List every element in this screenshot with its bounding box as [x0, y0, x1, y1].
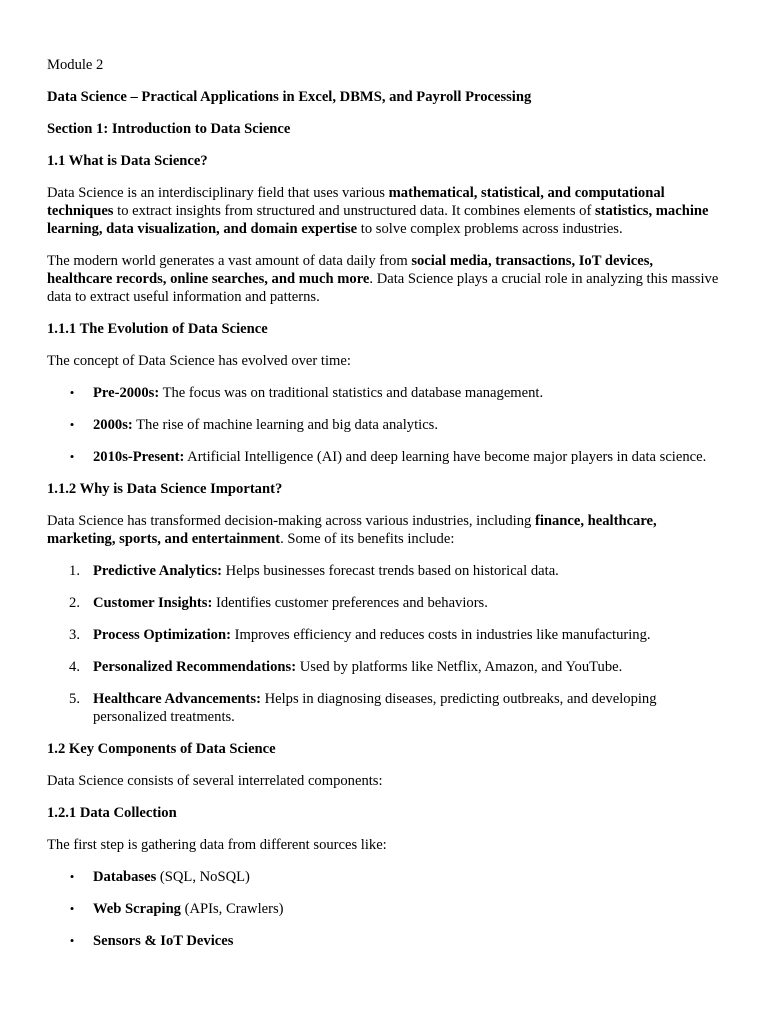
- list-item-term: Process Optimization:: [93, 627, 231, 643]
- list-number: 2.: [69, 595, 80, 611]
- list-item: [47, 416, 721, 434]
- list-item-text: Helps businesses forecast trends based on historical data.: [222, 563, 559, 579]
- list-item-text: (SQL, NoSQL): [156, 869, 250, 885]
- evolution-list: [47, 384, 721, 466]
- heading-1-1: 1.1 What is Data Science?: [47, 153, 208, 169]
- document-title: Data Science – Practical Applications in Excel, DBMS, and Payroll Processing: [47, 89, 532, 105]
- bold-run: social media, transactions, IoT devices, healthcare records, online searches, and much more: [47, 253, 654, 287]
- list-item: [47, 448, 721, 466]
- bullet-icon: •: [69, 933, 75, 948]
- list-item-term: Predictive Analytics:: [93, 563, 223, 579]
- paragraph-collection-intro: The first step is gathering data from different sources like:: [47, 837, 387, 853]
- list-item-term: Sensors & IoT Devices: [93, 933, 234, 949]
- list-item-text: The rise of machine learning and big data analytics.: [132, 417, 439, 433]
- document-page: [47, 56, 721, 964]
- list-item-text: Helps in diagnosing diseases, predicting outbreaks, and developing personalized treatments.: [93, 691, 657, 725]
- heading-1-2-1: 1.2.1 Data Collection: [47, 805, 177, 821]
- list-number: 4.: [69, 659, 80, 675]
- list-number: 1.: [69, 563, 80, 579]
- list-item-term: Customer Insights:: [93, 595, 213, 611]
- bullet-icon: •: [69, 449, 75, 464]
- list-item-term: Pre-2000s:: [93, 385, 160, 401]
- text-run: The modern world generates a vast amount of data daily from: [47, 253, 412, 269]
- text-run: to extract insights from structured and unstructured data. It combines elements of: [113, 203, 595, 219]
- bullet-icon: •: [69, 417, 75, 432]
- bullet-icon: •: [69, 869, 75, 884]
- list-item: [47, 626, 721, 644]
- text-run: Data Science is an interdisciplinary field that uses various: [47, 185, 389, 201]
- list-item-text: Artificial Intelligence (AI) and deep learning have become major players in data science.: [184, 449, 707, 465]
- bold-run: mathematical, statistical, and computational techniques: [47, 185, 665, 219]
- list-item: [47, 690, 721, 726]
- text-run: Data Science has transformed decision-making across various industries, including: [47, 513, 535, 529]
- list-item-text: The focus was on traditional statistics and database management.: [159, 385, 544, 401]
- bold-run: finance, healthcare, marketing, sports, and entertainment: [47, 513, 657, 547]
- list-item-term: Healthcare Advancements:: [93, 691, 261, 707]
- list-item-text: (APIs, Crawlers): [180, 901, 284, 917]
- list-item-term: Web Scraping: [93, 901, 181, 917]
- paragraph-importance-intro: [47, 512, 721, 548]
- data-sources-list: [47, 868, 721, 950]
- text-run: . Some of its benefits include:: [280, 531, 455, 547]
- text-run: to solve complex problems across industries.: [357, 221, 623, 237]
- paragraph-definition: [47, 184, 721, 238]
- list-number: 5.: [69, 691, 80, 707]
- heading-1-2: 1.2 Key Components of Data Science: [47, 741, 276, 757]
- list-item: [47, 594, 721, 612]
- paragraph-modern-world: [47, 252, 721, 306]
- paragraph-components-intro: Data Science consists of several interrelated components:: [47, 773, 383, 789]
- list-item: [47, 562, 721, 580]
- list-item: [47, 900, 721, 918]
- list-item: [47, 384, 721, 402]
- list-item-term: 2010s-Present:: [93, 449, 185, 465]
- bold-run: statistics, machine learning, data visualization, and domain expertise: [47, 203, 709, 237]
- heading-1-1-2: 1.1.2 Why is Data Science Important?: [47, 481, 283, 497]
- list-number: 3.: [69, 627, 80, 643]
- section-1-title: Section 1: Introduction to Data Science: [47, 121, 291, 137]
- bullet-icon: •: [69, 901, 75, 916]
- bullet-icon: •: [69, 385, 75, 400]
- paragraph-evolution-intro: The concept of Data Science has evolved over time:: [47, 353, 351, 369]
- list-item-text: Improves efficiency and reduces costs in industries like manufacturing.: [230, 627, 651, 643]
- list-item: [47, 932, 721, 950]
- list-item-text: Identifies customer preferences and behaviors.: [212, 595, 488, 611]
- list-item-term: Personalized Recommendations:: [93, 659, 297, 675]
- text-run: . Data Science plays a crucial role in analyzing this massive data to extract useful information and patterns.: [47, 271, 719, 305]
- benefits-list: [47, 562, 721, 726]
- heading-1-1-1: 1.1.1 The Evolution of Data Science: [47, 321, 268, 337]
- list-item-term: Databases: [93, 869, 157, 885]
- module-label: Module 2: [47, 57, 104, 73]
- list-item-text: Used by platforms like Netflix, Amazon, and YouTube.: [296, 659, 623, 675]
- list-item: [47, 868, 721, 886]
- list-item-term: 2000s:: [93, 417, 133, 433]
- list-item: [47, 658, 721, 676]
